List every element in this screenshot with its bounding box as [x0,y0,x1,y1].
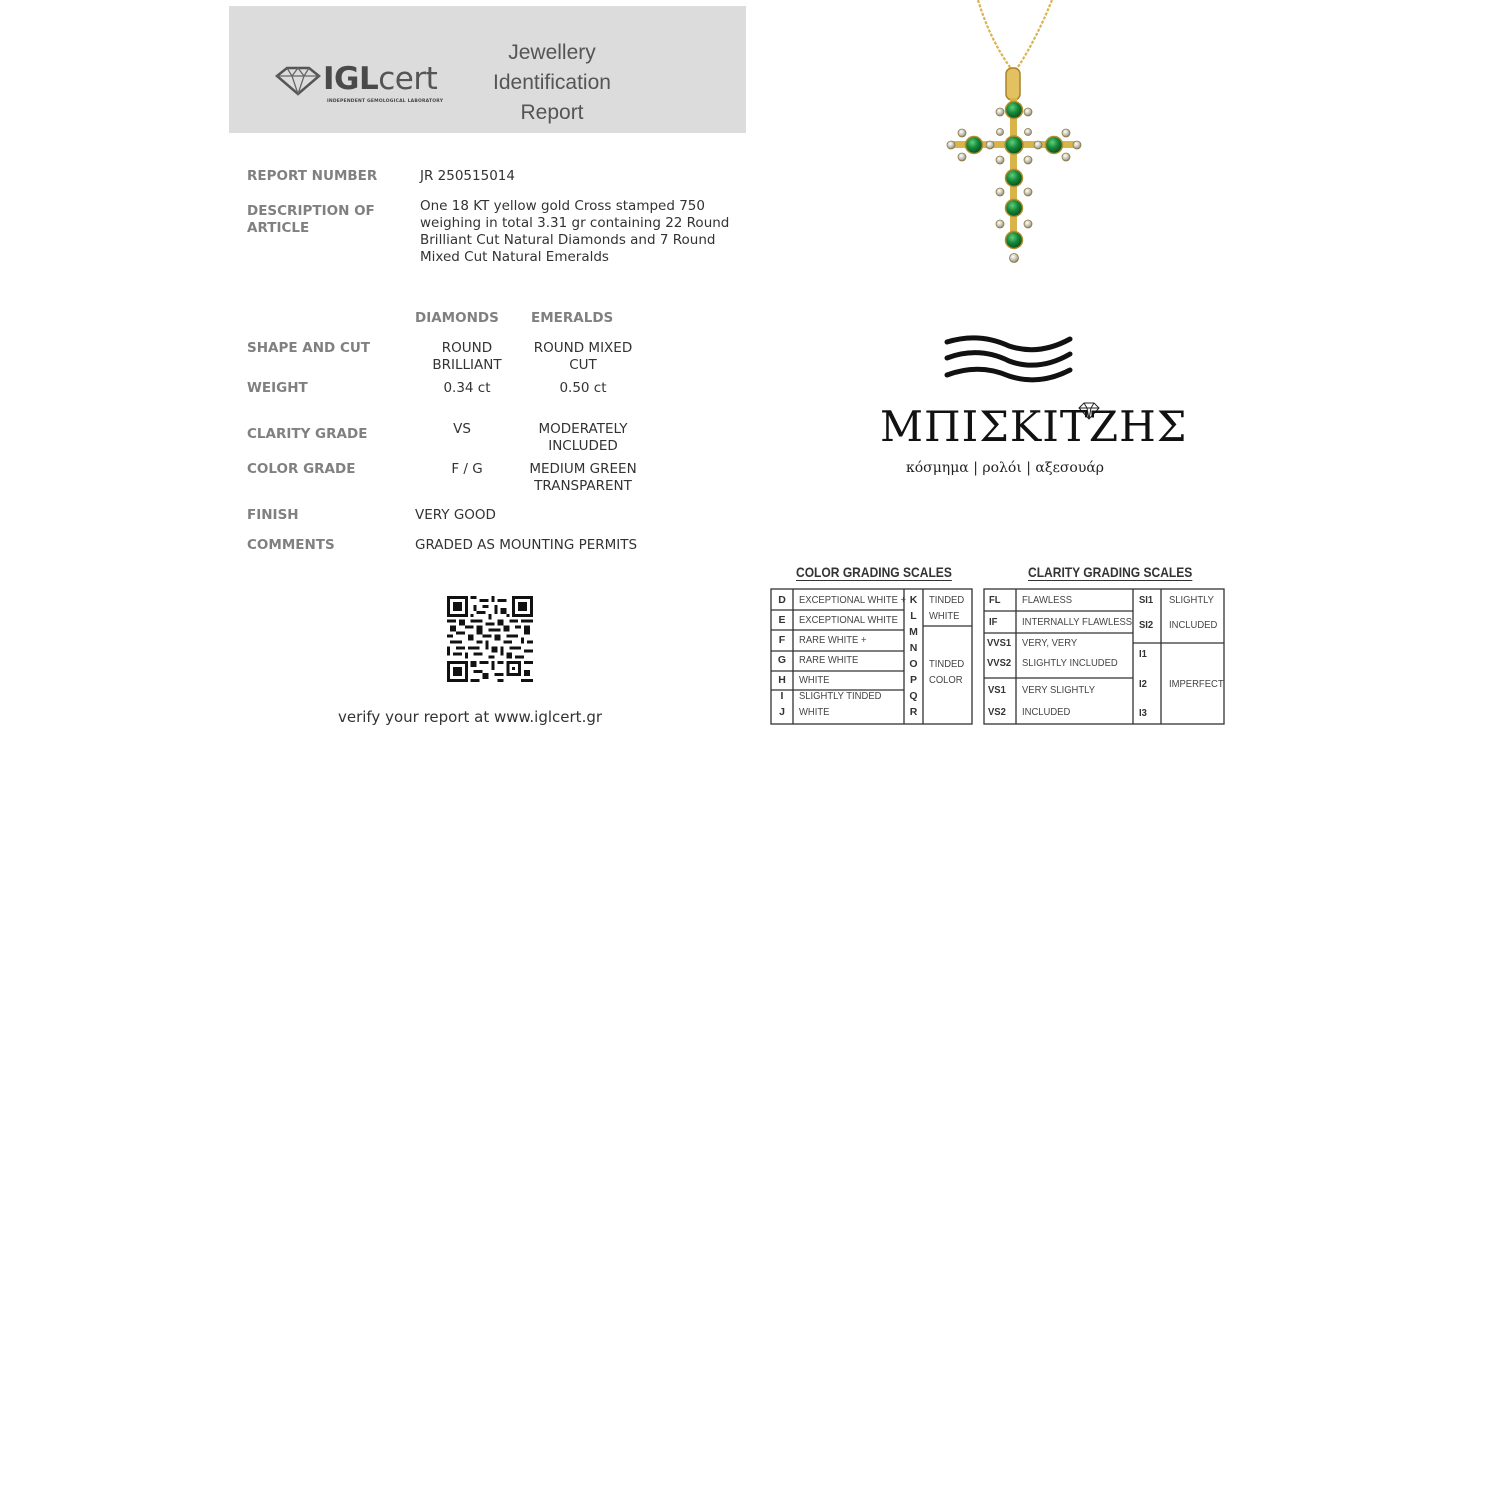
comments-value: GRADED AS MOUNTING PERMITS [415,537,638,553]
color-grade-d: D [778,594,786,606]
emeralds-column-header: EMERALDS [531,310,614,326]
shape-diamonds: ROUND BRILLIANT [432,340,502,373]
clarity-diamonds: VS [453,421,471,437]
clarity-emeralds: MODERATELY INCLUDED [538,421,628,454]
brand-tagline: κόσμημα | ρολόι | αξεσουάρ [905,460,1105,476]
comments-label: COMMENTS [247,537,335,553]
report-title: Jewellery Identification Report [493,41,611,124]
clarity-if-desc: INTERNALLY FLAWLESS [1022,616,1133,628]
color-grade-label: COLOR GRADE [247,461,356,477]
color-letter-l: L [910,610,917,622]
shape-emeralds: ROUND MIXED CUT [533,340,633,373]
clarity-fl-desc: FLAWLESS [1022,594,1073,606]
color-desc-j: WHITE [799,706,830,718]
finish-value: VERY GOOD [415,507,496,523]
weight-emeralds: 0.50 ct [559,380,607,396]
report-number-label: REPORT NUMBER [247,168,378,184]
clarity-vvs1-desc: VERY, VERY [1022,637,1078,649]
color-letter-o: O [909,658,918,670]
color-diamonds: F / G [451,461,483,477]
clarity-si1: SI1 [1139,594,1154,606]
shape-label: SHAPE AND CUT [247,340,371,356]
clarity-vvs2: VVS2 [987,657,1012,669]
tinted-white-label-1: TINDED [929,594,965,606]
description-value: One 18 KT yellow gold Cross stamped 750 weighing in total 3.31 gr containing 22 Round Brilliant Cut Natural Diamonds and 7 Round Mixed Cut Natural Emeralds [420,198,730,265]
color-letter-n: N [909,642,918,654]
color-letter-m: M [909,626,918,638]
color-desc-i: SLIGHTLY TINDED [799,690,882,702]
clarity-si-desc-1: SLIGHTLY [1169,594,1214,606]
clarity-if: IF [989,616,998,628]
verify-text: verify your report at www.iglcert.gr [337,708,603,726]
logo-subtitle: INDEPENDENT GEMOLOGICAL LABORATORY [327,99,444,104]
clarity-scale-title: CLARITY GRADING SCALES [1028,564,1193,580]
clarity-i1: I1 [1139,648,1147,660]
weight-label: WEIGHT [247,380,308,396]
tinted-color-label-1: TINDED [929,658,965,670]
color-desc-g: RARE WHITE [799,654,859,666]
clarity-i3: I3 [1139,707,1147,719]
clarity-vvs1: VVS1 [987,637,1012,649]
tinted-white-label-2: WHITE [929,610,960,622]
clarity-si-desc-2: INCLUDED [1169,619,1218,631]
clarity-si2: SI2 [1139,619,1154,631]
color-desc-e: EXCEPTIONAL WHITE [799,614,898,626]
color-desc-h: WHITE [799,674,830,686]
color-letter-q: Q [909,690,918,702]
color-letter-p: P [909,674,917,686]
color-letter-r: R [909,706,918,718]
color-grade-g: G [777,654,787,666]
clarity-i-desc: IMPERFECT [1169,678,1224,690]
clarity-vs1-desc: VERY SLIGHTLY [1022,684,1096,696]
clarity-vvs2-desc: SLIGHTLY INCLUDED [1022,657,1118,669]
clarity-vs2-desc: INCLUDED [1022,706,1071,718]
description-label: DESCRIPTION OF ARTICLE [247,203,375,236]
color-desc-f: RARE WHITE + [799,634,867,646]
weight-diamonds: 0.34 ct [443,380,491,396]
tinted-color-label-2: COLOR [929,674,963,686]
clarity-vs2: VS2 [988,706,1006,718]
color-grade-i: I [780,690,784,702]
color-grade-j: J [779,706,785,718]
brand-name: ΜΠΙΣΚΙΤΖΗΣ [880,402,1188,451]
color-grade-e: E [778,614,786,626]
diamonds-column-header: DIAMONDS [415,310,499,326]
clarity-i2: I2 [1139,678,1147,690]
logo-wordmark: IGLcert [323,61,438,97]
clarity-vs1: VS1 [988,684,1006,696]
color-scale-title: COLOR GRADING SCALES [796,564,952,580]
color-grade-f: F [778,634,786,646]
color-desc-d: EXCEPTIONAL WHITE + [799,594,907,606]
clarity-label: CLARITY GRADE [247,426,368,442]
report-number-value: JR 250515014 [420,168,515,184]
color-letter-k: K [909,594,918,606]
color-grade-h: H [778,674,786,686]
color-emeralds: MEDIUM GREEN TRANSPARENT [529,461,637,494]
clarity-fl: FL [989,594,1001,606]
finish-label: FINISH [247,507,299,523]
